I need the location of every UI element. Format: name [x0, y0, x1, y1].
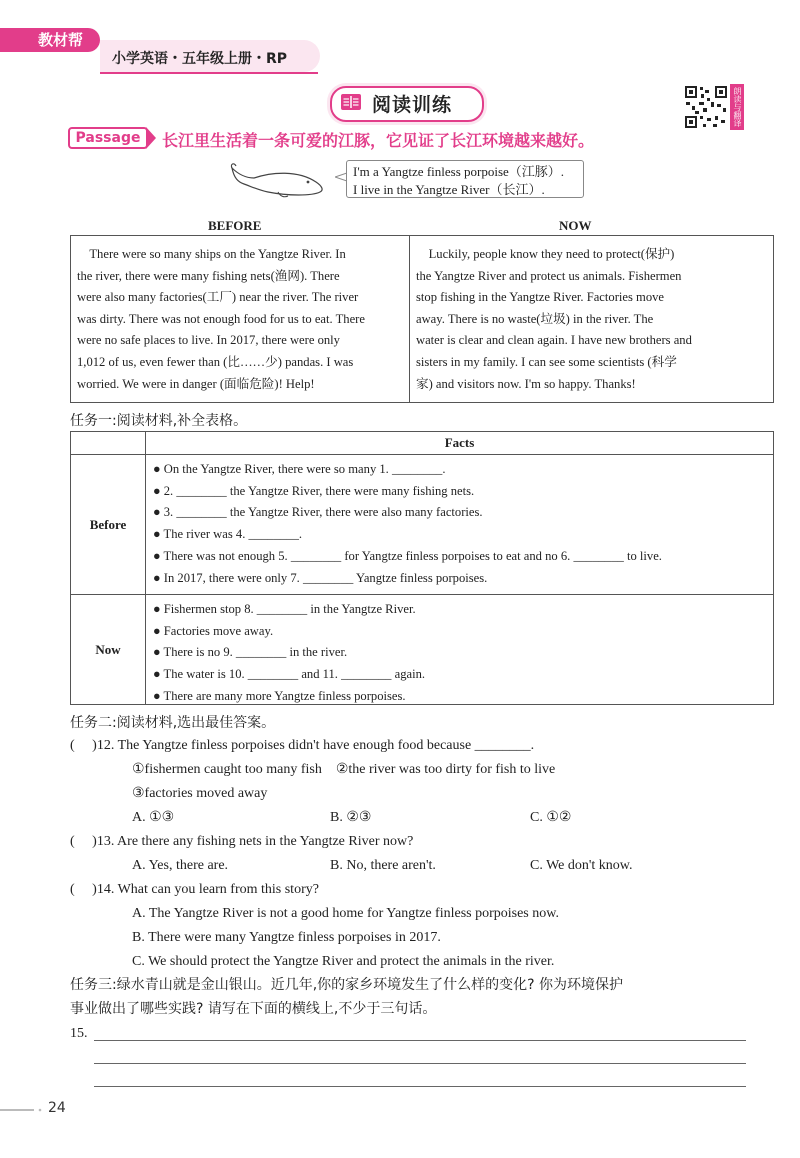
fact-item: ● There is no 9. ________ in the river. [153, 645, 348, 660]
task3-title-line2: 事业做出了哪些实践? 请写在下面的横线上,不少于三句话。 [70, 1001, 437, 1017]
fact-item: ● The river was 4. ________. [153, 527, 303, 542]
now-line: 家) and visitors now. I'm so happy. Thanks! [416, 376, 636, 391]
before-line: 1,012 of us, even fewer than (比……少) pandas. I was [77, 354, 354, 369]
now-text [409, 236, 773, 402]
fact-item: ● 2. ________ the Yangtze River, there were many fishing nets. [153, 483, 475, 498]
q12-statements-2: ③factories moved away [132, 786, 268, 801]
answer-line-2[interactable] [94, 1063, 746, 1064]
question-14: ( )14. What can you learn from this story? [70, 882, 319, 897]
facts-table [70, 431, 774, 705]
q14-option-a[interactable]: A. The Yangtze River is not a good home for Yangtze finless porpoises now. [132, 906, 559, 921]
now-line: the Yangtze River and protect us animals. Fishermen [416, 268, 682, 283]
qr-side-label: 朗读与翻译 [730, 84, 744, 130]
now-line: sisters in my family. I can see some scientists (科学 [416, 354, 677, 369]
q13-option-b[interactable]: B. No, there aren't. [330, 858, 436, 873]
page-number: 24 [48, 1100, 66, 1116]
fact-item: ● In 2017, there were only 7. ________ Yangtze finless porpoises. [153, 570, 488, 585]
bubble-line-2: I live in the Yangtze River（长江）. [353, 182, 545, 197]
fact-item: ● There was not enough 5. ________ for Yangtze finless porpoises to eat and no 6. ________ to live. [153, 548, 662, 563]
book-title: 小学英语・五年级上册・RP [112, 51, 288, 67]
q12-option-b[interactable]: B. ②③ [330, 810, 372, 825]
question-15-number: 15. [70, 1026, 88, 1041]
fact-item: ● On the Yangtze River, there were so many 1. ________. [153, 462, 446, 476]
fact-item: ● 3. ________ the Yangtze River, there were also many factories. [153, 505, 483, 520]
now-items [153, 599, 767, 708]
before-items [153, 459, 767, 589]
fact-item: ● Factories move away. [153, 623, 274, 638]
now-line: Luckily, people know they need to protect(保护) [416, 247, 675, 261]
passage-arrow-icon [146, 127, 156, 149]
task2-title: 任务二:阅读材料,选出最佳答案。 [70, 715, 276, 731]
before-line: worried. We were in danger (面临危险)! Help! [77, 376, 315, 391]
q14-option-b[interactable]: B. There were many Yangtze finless porpoises in 2017. [132, 930, 441, 945]
now-label: Now [71, 595, 146, 705]
header-underline [100, 72, 318, 74]
section-title: 阅读训练 [372, 94, 453, 116]
facts-row-now [71, 594, 773, 705]
now-line: water is clear and clean again. I have new brothers and [416, 333, 692, 348]
before-line: the river, there were many fishing nets(渔网). There [77, 268, 340, 283]
task3-title-line1: 任务三:绿水青山就是金山银山。近几年,你的家乡环境发生了什么样的变化? 你为环境保护 [70, 977, 624, 993]
facts-heading: Facts [145, 432, 773, 454]
now-heading: NOW [559, 218, 592, 233]
page-dots-icon [0, 1108, 48, 1112]
question-13: ( )13. Are there any fishing nets in the Yangtze River now? [70, 834, 414, 849]
speech-bubble [346, 160, 584, 198]
passage-label: Passage [68, 127, 148, 149]
brand-tab: 教材帮 [0, 28, 100, 52]
before-label: Before [71, 455, 146, 595]
now-line: stop fishing in the Yangtze River. Factories move [416, 290, 664, 305]
fact-item: ● There are many more Yangtze finless porpoises. [153, 688, 406, 703]
facts-row-before [71, 454, 773, 595]
porpoise-icon [228, 160, 328, 200]
passage-title: 长江里生活着一条可爱的江豚，它见证了长江环境越来越好。 [162, 131, 595, 150]
q12-option-a[interactable]: A. ①③ [132, 810, 175, 825]
q13-option-c[interactable]: C. We don't know. [530, 858, 633, 873]
q13-option-a[interactable]: A. Yes, there are. [132, 858, 229, 873]
before-line: were also many factories(工厂) near the river. The river [77, 290, 359, 305]
passage-table [70, 235, 774, 403]
before-line: was dirty. There was not enough food for us to eat. There [77, 311, 365, 326]
question-12: ( )12. The Yangtze finless porpoises didn't have enough food because ________. [70, 738, 535, 753]
answer-line-1[interactable] [94, 1040, 746, 1041]
q12-statements-1: ①fishermen caught too many fish ②the river was too dirty for fish to live [132, 762, 556, 777]
bubble-line-1: I'm a Yangtze finless porpoise（江豚）. [353, 164, 565, 179]
before-line: were no safe places to live. In 2017, there were only [77, 333, 340, 348]
fact-item: ● The water is 10. ________ and 11. ________ again. [153, 667, 426, 682]
before-text [71, 236, 409, 402]
now-line: away. There is no waste(垃圾) in the river. The [416, 311, 654, 326]
book-icon [340, 93, 362, 111]
q12-option-c[interactable]: C. ①② [530, 810, 572, 825]
task1-title: 任务一:阅读材料,补全表格。 [70, 413, 248, 429]
answer-line-3[interactable] [94, 1086, 746, 1087]
before-heading: BEFORE [208, 218, 262, 233]
fact-item: ● Fishermen stop 8. ________ in the Yangtze River. [153, 602, 416, 616]
qr-code-icon[interactable] [683, 84, 729, 130]
before-line: There were so many ships on the Yangtze River. In [77, 247, 346, 261]
q14-option-c[interactable]: C. We should protect the Yangtze River and protect the animals in the river. [132, 954, 555, 969]
